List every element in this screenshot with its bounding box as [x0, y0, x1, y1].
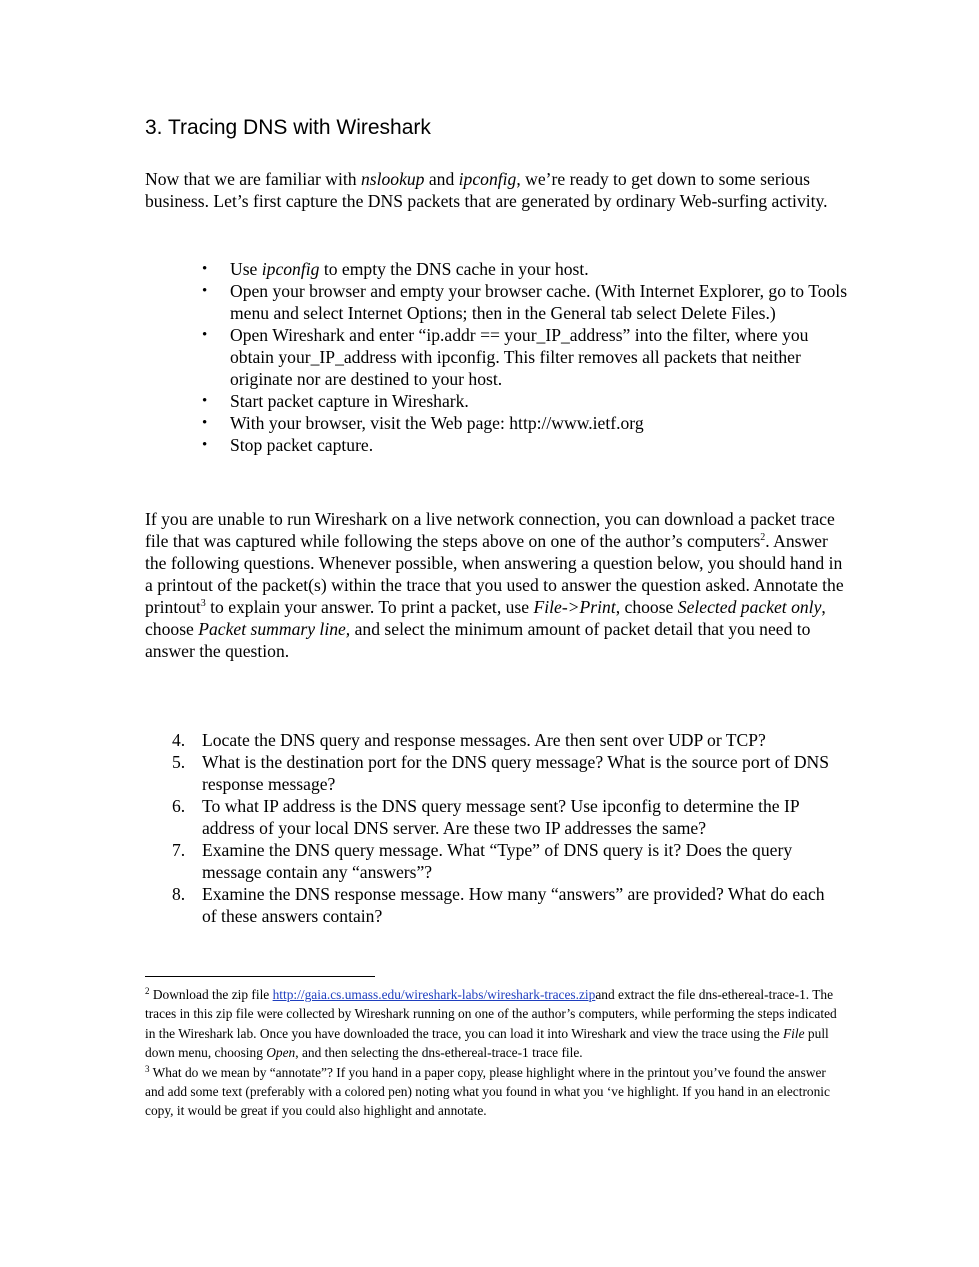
question-number: 6.	[172, 796, 186, 816]
question-number: 8.	[172, 884, 186, 904]
traces-zip-link[interactable]: http://gaia.cs.umass.edu/wireshark-labs/wireshark-traces.zip	[272, 987, 596, 1002]
question-item	[172, 729, 842, 751]
step-text: Stop packet capture.	[230, 435, 374, 455]
question-text: Locate the DNS query and response messages. Are then sent over UDP or TCP?	[202, 730, 766, 750]
step-text: With your browser, visit the Web page: http://www.ietf.org	[230, 413, 644, 433]
footnote-3	[145, 1063, 845, 1121]
step-text: Start packet capture in Wireshark.	[230, 391, 469, 411]
menu-path-file-print: File->Print	[533, 597, 616, 617]
bullet-icon: •	[202, 283, 208, 299]
step-text: Use	[230, 259, 262, 279]
question-item	[172, 883, 842, 927]
footnote-text: and extract the file dns-ethereal-trace-1. The traces in this zip file were collected by Wireshark running on one of the author’s computers, while performing the steps indicated in the Wireshark lab. Once you have downloaded the trace, you can load it into Wireshark and view the trace using the	[145, 987, 837, 1041]
step-item	[202, 434, 850, 456]
bullet-icon: •	[202, 261, 208, 277]
intro-text: Now that we are familiar with	[145, 169, 361, 189]
footnote-text: What do we mean by “annotate”? If you hand in a paper copy, please highlight where in the printout you’ve found the answer and add some text (preferably with a colored pen) noting what you found in what you ‘ve highlight. If you hand in an electronic copy, it would be great if you could also highlight and annotate.	[145, 1064, 830, 1119]
instructions-text: . Answer the following questions. Whenever possible, when answering a question below, you should hand in a printout of the packet(s) within the trace that you used to answer the question asked. Annotate the printout	[145, 531, 844, 617]
intro-nslookup: nslookup	[360, 169, 425, 189]
steps-list	[202, 258, 850, 456]
intro-text: , we’re ready to get down to some serious business. Let’s first capture the DNS packets that are generated by ordinary Web-surfing activity.	[145, 169, 828, 211]
step-item	[202, 324, 850, 390]
question-number: 5.	[172, 752, 186, 772]
footnote-ref-3: 3	[200, 598, 206, 609]
instructions-paragraph	[145, 508, 845, 662]
intro-text: and	[424, 169, 459, 189]
footnote-text: Download the zip file	[149, 987, 273, 1002]
footnote-text: pull down menu, choosing	[145, 1025, 829, 1061]
step-item	[202, 258, 850, 280]
footnotes	[145, 985, 845, 1121]
section-title: 3. Tracing DNS with Wireshark	[145, 116, 431, 139]
step-text: Open Wireshark and enter “ip.addr == your_IP_address” into the filter, where you obtain your_IP_address with ipconfig. This filter removes all packets that neither originate nor are destined to your host.	[230, 325, 809, 389]
instructions-text: , choose	[145, 597, 826, 639]
question-item	[172, 839, 842, 883]
bullet-icon: •	[202, 437, 208, 453]
question-text: Examine the DNS response message. How many “answers” are provided? What do each of these answers contain?	[202, 884, 825, 926]
question-number: 4.	[172, 730, 186, 750]
step-item	[202, 390, 850, 412]
question-text: What is the destination port for the DNS query message? What is the source port of DNS response message?	[202, 752, 830, 794]
step-text: Open your browser and empty your browser cache. (With Internet Explorer, go to Tools menu and select Internet Options; then in the General tab select Delete Files.)	[230, 281, 848, 323]
instructions-text: to explain your answer. To print a packet, use	[205, 597, 534, 617]
footnote-open-option: Open	[266, 1045, 296, 1061]
option-packet-summary: Packet summary line,	[198, 619, 351, 639]
footnote-file-menu: File	[783, 1025, 805, 1041]
instructions-text: If you are unable to run Wireshark on a live network connection, you can download a packet trace file that was captured while following the steps above on one of the author’s computers	[145, 509, 835, 551]
step-item	[202, 280, 850, 324]
bullet-icon: •	[202, 327, 208, 343]
question-text: Examine the DNS query message. What “Type” of DNS query is it? Does the query message contain any “answers”?	[202, 840, 793, 882]
footnote-mark: 3	[145, 1063, 150, 1074]
intro-ipconfig: ipconfig	[458, 169, 517, 189]
question-item	[172, 795, 842, 839]
instructions-text: and select the minimum amount of packet detail that you need to answer the question.	[145, 619, 811, 661]
bullet-icon: •	[202, 415, 208, 431]
footnote-2	[145, 985, 845, 1063]
question-number: 7.	[172, 840, 186, 860]
instructions-text: , choose	[615, 597, 678, 617]
option-selected-packet: Selected packet only	[677, 597, 822, 617]
footnote-text: , and then selecting the dns-ethereal-trace-1 trace file.	[295, 1045, 583, 1061]
footnote-mark: 2	[145, 986, 150, 996]
question-text: To what IP address is the DNS query message sent? Use ipconfig to determine the IP address of your local DNS server. Are these two IP addresses the same?	[202, 796, 799, 838]
questions-list	[172, 729, 842, 927]
question-item	[172, 751, 842, 795]
step-ipconfig: ipconfig	[261, 259, 320, 279]
step-item	[202, 412, 850, 434]
intro-paragraph	[145, 168, 845, 212]
footnote-ref-2: 2	[760, 532, 766, 543]
bullet-icon: •	[202, 393, 208, 409]
step-text: to empty the DNS cache in your host.	[319, 259, 589, 279]
footnote-divider	[145, 976, 375, 977]
